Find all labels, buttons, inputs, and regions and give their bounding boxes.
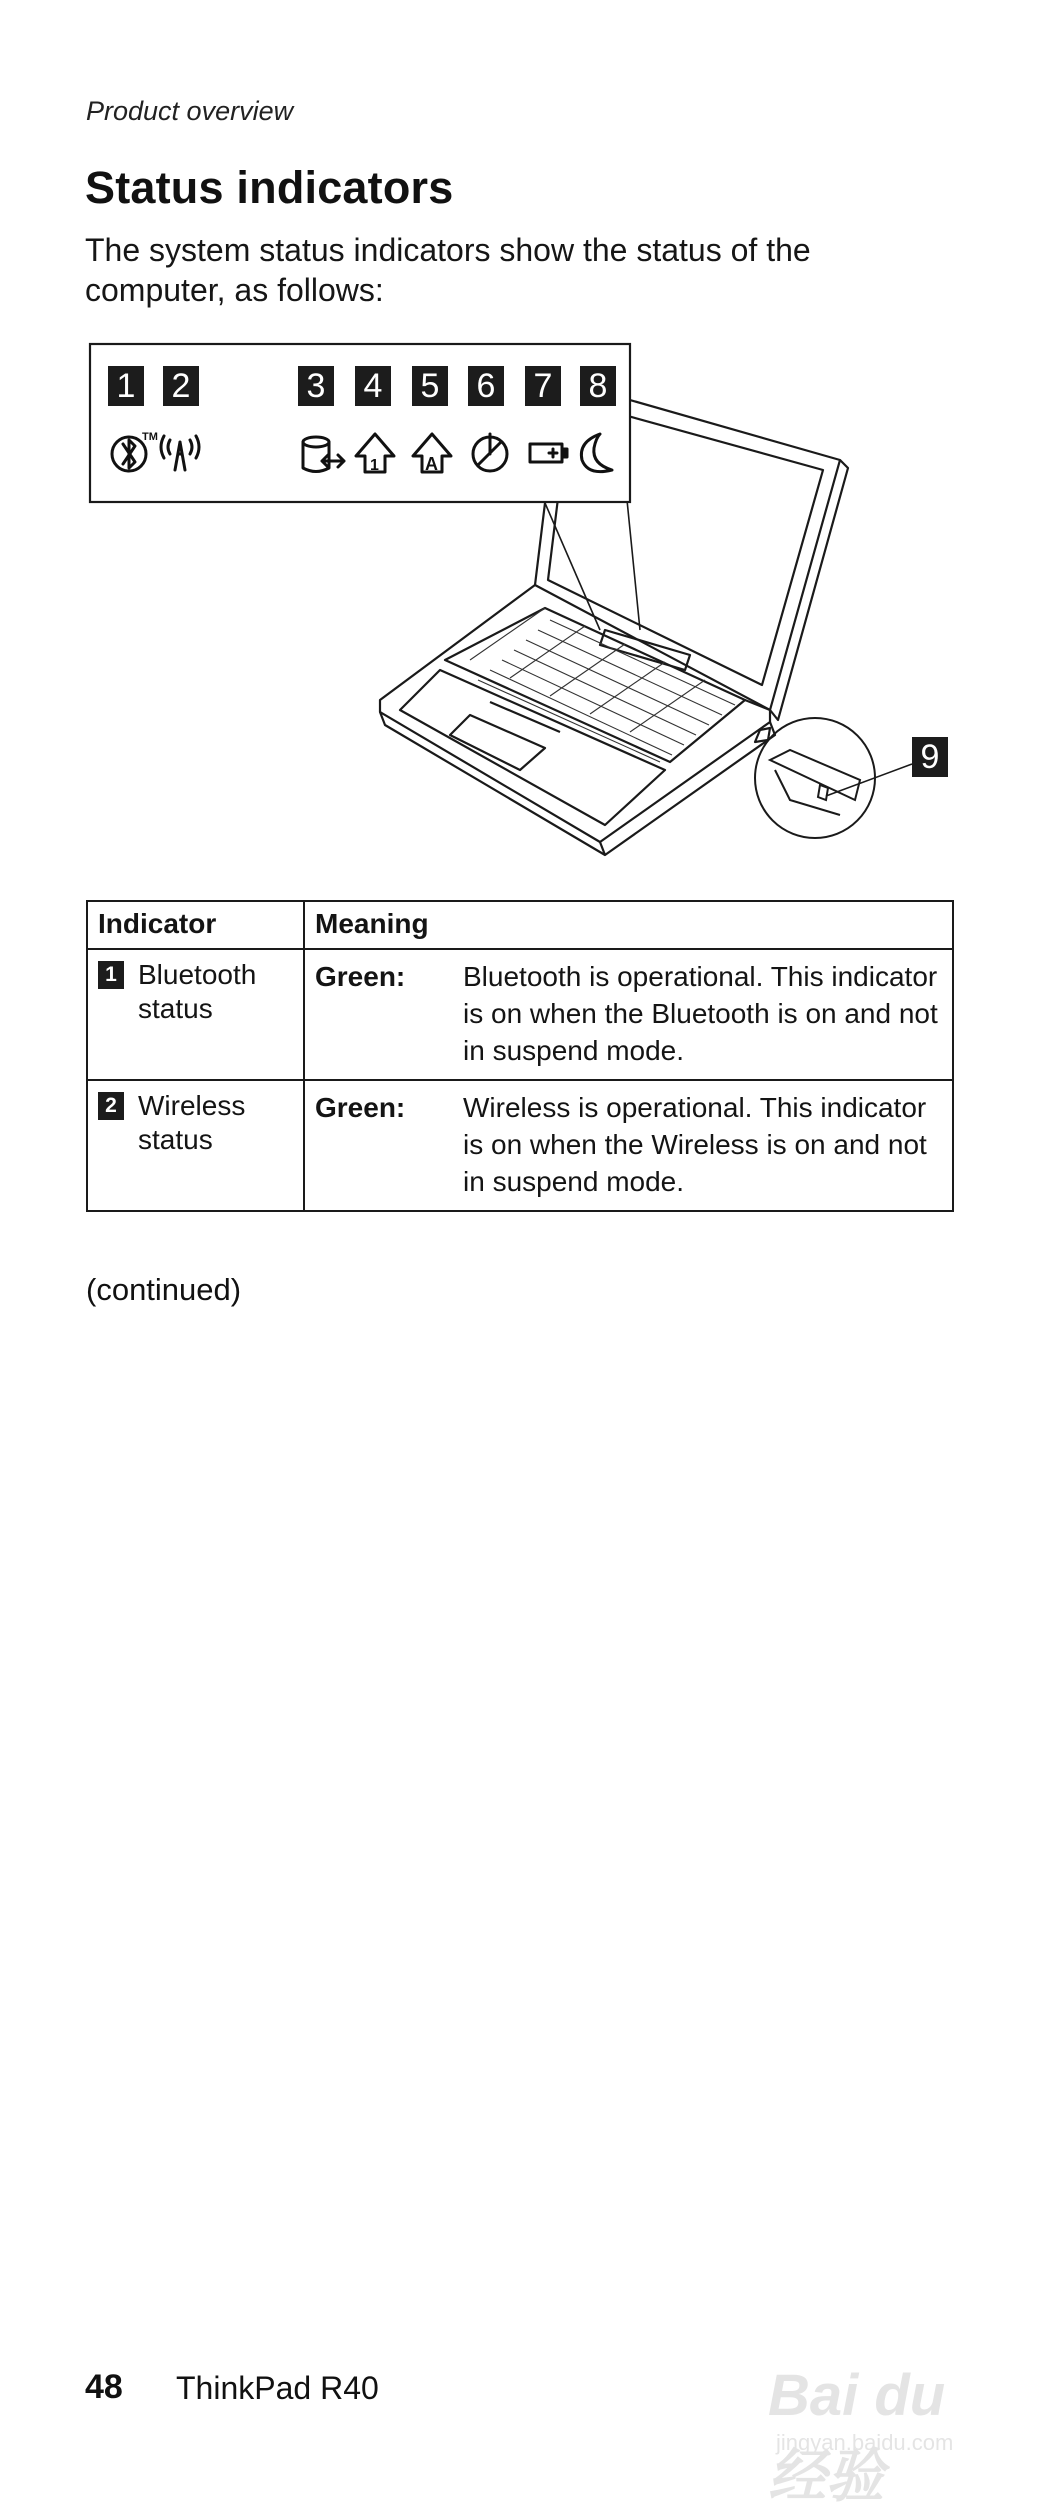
callout-8: 8 xyxy=(580,366,616,406)
watermark-brand: Bai du 经验 xyxy=(768,2363,946,2509)
callout-7: 7 xyxy=(525,366,561,406)
laptop-base xyxy=(380,585,770,842)
laptop-illustration xyxy=(0,330,1044,870)
meaning-text: Bluetooth is operational. This indicator is on when the Bluetooth is on and not in suspend mode. xyxy=(463,961,938,1066)
status-color-label: Green: xyxy=(315,961,406,992)
meaning-cell xyxy=(304,949,953,1080)
indicator-table xyxy=(86,900,954,1212)
callout-4: 4 xyxy=(355,366,391,406)
meaning-cell xyxy=(304,1080,953,1211)
continued-note: (continued) xyxy=(86,1272,242,1307)
indicator-name: Bluetooth status xyxy=(138,959,257,1024)
status-indicator-figure xyxy=(0,330,1044,870)
intro-paragraph: The system status indicators show the status of the computer, as follows: xyxy=(85,232,811,308)
table-row xyxy=(87,949,953,1080)
header-indicator: Indicator xyxy=(87,901,304,949)
watermark-url: jingyan.baidu.com xyxy=(776,2430,954,2455)
status-color-label: Green: xyxy=(315,1092,406,1123)
numlock-digit: 1 xyxy=(370,457,379,474)
table-row xyxy=(87,1080,953,1211)
meaning-text: Wireless is operational. This indicator is on when the Wireless is on and not in suspend mode. xyxy=(463,1092,927,1197)
page-title: Status indicators xyxy=(85,162,454,213)
row-number-badge: 1 xyxy=(98,961,124,989)
page-number: 48 xyxy=(85,2368,123,2406)
callout-1: 1 xyxy=(108,366,144,406)
header-meaning: Meaning xyxy=(304,901,953,949)
capslock-letter: A xyxy=(425,454,438,474)
table-header-row xyxy=(87,901,953,949)
indicator-cell xyxy=(87,1080,304,1211)
row-number-badge: 2 xyxy=(98,1092,124,1120)
callout-3: 3 xyxy=(298,366,334,406)
callout-6: 6 xyxy=(468,366,504,406)
indicator-name: Wireless status xyxy=(138,1090,246,1155)
callout-9: 9 xyxy=(912,737,948,777)
book-title: ThinkPad R40 xyxy=(176,2370,379,2406)
callout-2: 2 xyxy=(163,366,199,406)
indicator-cell xyxy=(87,949,304,1080)
watermark xyxy=(756,2350,1006,2509)
callout-5: 5 xyxy=(412,366,448,406)
running-header: Product overview xyxy=(86,96,294,126)
tm-mark: TM xyxy=(142,431,158,443)
